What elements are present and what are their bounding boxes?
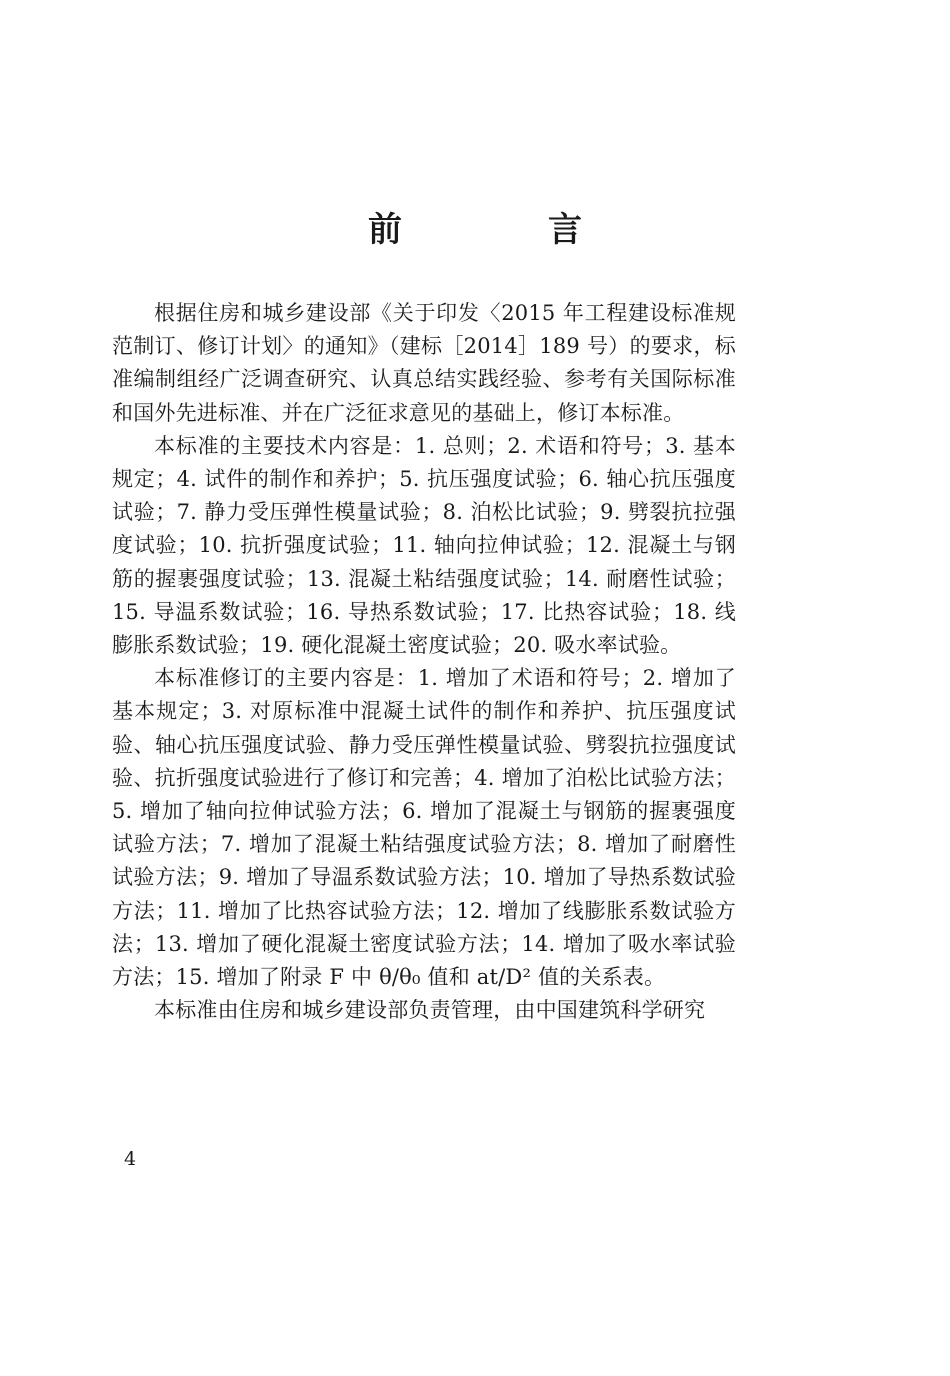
page-number: 4: [124, 1148, 137, 1170]
page-title: 前 言: [368, 210, 638, 250]
body-text: [112, 297, 736, 1027]
paragraph-technical-content: 本标准的主要技术内容是：1. 总则；2. 术语和符号；3. 基本规定；4. 试件的制作和养护；5. 抗压强度试验；6. 轴心抗压强度试验；7. 静力受压弹性模量试验；8. 泊松比试验；9. 劈裂抗拉强度试验；10. 抗折强度试验；11. 轴向拉伸试验；12. 混凝土与钢筋的握裹强度试验；13. 混凝土粘结强度试验；14. 耐磨性试验；15. 导温系数试验；16. 导热系数试验；17. 比热容试验；18. 线膨胀系数试验；19. 硬化混凝土密度试验；20. 吸水率试验。: [112, 433, 736, 658]
paragraph-management: 本标准由住房和城乡建设部负责管理，由中国建筑科学研究: [154, 998, 706, 1023]
paragraph-revision-content: 本标准修订的主要内容是：1. 增加了术语和符号；2. 增加了基本规定；3. 对原标准中混凝土试件的制作和养护、抗压强度试验、轴心抗压强度试验、静力受压弹性模量试验、劈裂抗拉强度试验、抗折强度试验进行了修订和完善；4. 增加了泊松比试验方法；5. 增加了轴向拉伸试验方法；6. 增加了混凝土与钢筋的握裹强度试验方法；7. 增加了混凝土粘结强度试验方法；8. 增加了耐磨性试验方法；9. 增加了导温系数试验方法；10. 增加了导热系数试验方法；11. 增加了比热容试验方法；12. 增加了线膨胀系数试验方法；13. 增加了硬化混凝土密度试验方法；14. 增加了吸水率试验方法；15. 增加了附录 F 中 θ/θ₀ 值和 at/D² 值的关系表。: [112, 666, 736, 990]
paragraph-basis: 根据住房和城乡建设部《关于印发〈2015 年工程建设标准规范制订、修订计划〉的通知》（建标［2014］189 号）的要求，标准编制组经广泛调查研究、认真总结实践经验、参考有关国际标准和国外先进标准、并在广泛征求意见的基础上，修订本标准。: [112, 301, 736, 425]
